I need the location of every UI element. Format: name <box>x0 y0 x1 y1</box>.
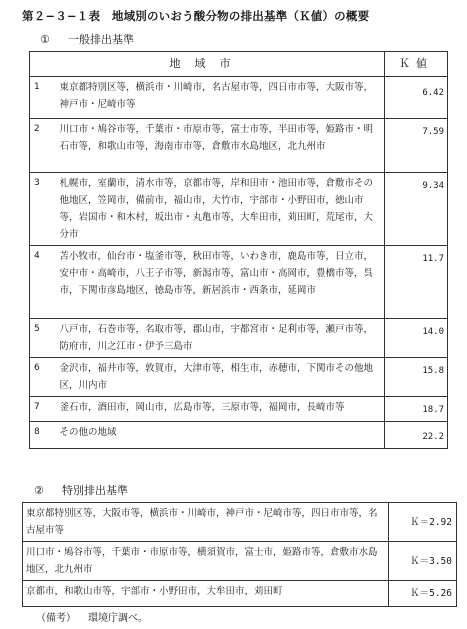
row-areas: 札幌市，室蘭市，清水市等，京都市等，岸和田市・池田市等，倉敷市その他地区，笠岡市，備前市，福山市，大竹市，宇部市・小野田市，徳山市等，岩国市・和木村，坂出市・丸亀市等，大牟田市，苅田町，荒尾市，大分市 <box>58 173 385 246</box>
table-row <box>30 173 448 246</box>
row-areas: 金沢市，福井市等，敦賀市，大津市等，相生市，赤穂市，下関市その他地区，川内市 <box>58 358 385 397</box>
special-standards-table <box>22 502 457 607</box>
row-number: 8 <box>30 422 58 449</box>
table-row <box>30 397 448 422</box>
general-section-heading <box>40 31 134 47</box>
special-section-number: ② <box>34 484 44 497</box>
row-areas: 川口市・鳩谷市等，千葉市・市原市等，横須賀市，富士市，姫路市等，倉敷市水島地区，北九州市 <box>23 542 389 581</box>
row-areas: 苫小牧市，仙台市・塩釜市等，秋田市等，いわき市，鹿島市等，日立市，安中市・高崎市，八王子市等，新潟市等，富山市・高岡市，豊橋市等，呉市，下関市彦島地区，徳島市等，新居浜市・西条市，延岡市 <box>58 246 385 319</box>
special-section-heading <box>34 482 128 498</box>
row-k-value: 15.8 <box>385 358 448 397</box>
row-k-value: Ｋ＝3.50 <box>389 542 457 581</box>
row-areas: 八戸市，石巻市等，名取市等，郡山市，宇都宮市・足利市等，瀬戸市等，防府市，川之江市・伊予三島市 <box>58 319 385 358</box>
table-title: 第２−３−１表 地域別のいおう酸分物の排出基準（Ｋ値）の概要 <box>22 9 370 23</box>
general-section-label: 一般排出基準 <box>68 33 134 46</box>
row-k-value: 11.7 <box>385 246 448 319</box>
table-row <box>30 119 448 173</box>
row-number: 5 <box>30 319 58 358</box>
row-number: 6 <box>30 358 58 397</box>
row-number: 4 <box>30 246 58 319</box>
row-number: 7 <box>30 397 58 422</box>
footnote-label: （備考） <box>36 613 76 624</box>
special-section-label: 特別排出基準 <box>62 484 128 497</box>
row-k-value: 7.59 <box>385 119 448 173</box>
row-number: 3 <box>30 173 58 246</box>
row-number: 2 <box>30 119 58 173</box>
row-k-value: Ｋ＝5.26 <box>389 581 457 607</box>
footnote-text: 環境庁調べ。 <box>88 613 148 624</box>
row-areas: 川口市・鳩谷市等，千葉市・市原市等，富士市等，半田市等，姫路市・明石市等，和歌山市等，海南市市等，倉敷市水島地区，北九州市 <box>58 119 385 173</box>
row-areas: 東京都特別区等，大阪市等，横浜市・川崎市，神戸市・尼崎市等，四日市市等，名古屋市等 <box>23 503 389 542</box>
table-row <box>23 503 457 542</box>
table-row <box>30 319 448 358</box>
row-k-value: 14.0 <box>385 319 448 358</box>
header-row <box>30 52 448 77</box>
table-row <box>30 77 448 119</box>
header-area: 地域市 <box>30 52 385 77</box>
general-standards-table <box>29 51 448 449</box>
row-areas: 東京都特別区等，横浜市・川崎市，名古屋市等，四日市市等，大阪市等，神戸市・尼崎市等 <box>58 77 385 119</box>
row-k-value: 9.34 <box>385 173 448 246</box>
table-row <box>23 542 457 581</box>
row-k-value: 22.2 <box>385 422 448 449</box>
row-areas: その他の地域 <box>58 422 385 449</box>
row-areas: 釜石市，酒田市，岡山市，広島市等，三原市等，福岡市，長崎市等 <box>58 397 385 422</box>
footnote <box>36 609 148 624</box>
row-number: 1 <box>30 77 58 119</box>
row-k-value: 18.7 <box>385 397 448 422</box>
row-k-value: Ｋ＝2.92 <box>389 503 457 542</box>
header-k-value: Ｋ値 <box>385 52 448 77</box>
table-row <box>30 358 448 397</box>
table-row <box>23 581 457 607</box>
table-row <box>30 422 448 449</box>
row-k-value: 6.42 <box>385 77 448 119</box>
row-areas: 京都市，和歌山市等，宇部市・小野田市，大牟田市，苅田町 <box>23 581 389 607</box>
general-section-number: ① <box>40 33 50 46</box>
table-row <box>30 246 448 319</box>
